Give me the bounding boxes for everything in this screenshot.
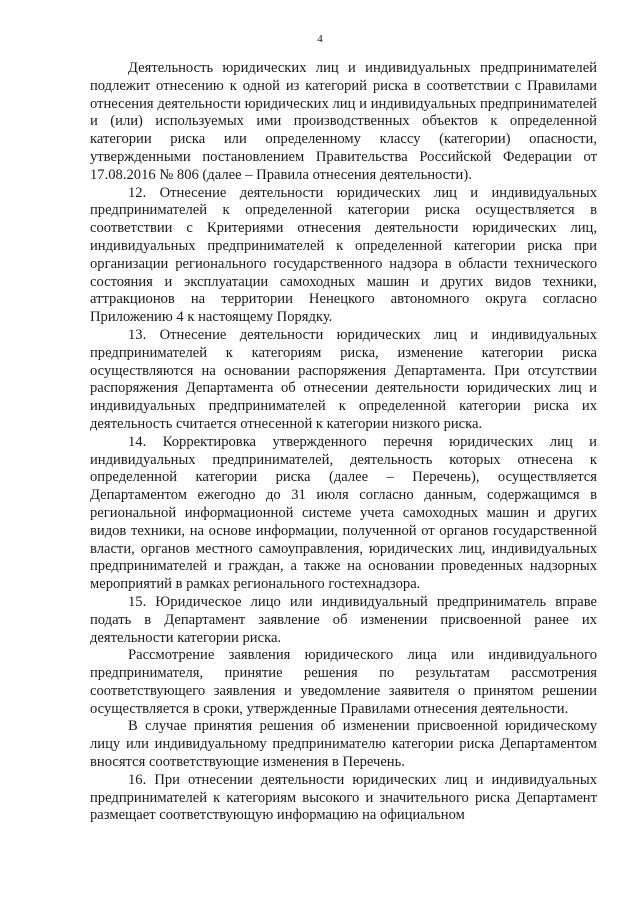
page-number: 4 — [317, 33, 323, 45]
paragraph-14: 14. Корректировка утвержденного перечня юридических лиц и индивидуальных предпринимателей, деятельность которых отнесена к определенной категории риска (далее – Перечень), осуществляется Департаментом ежегодно до 31 июля согласно данным, содержащимся в региональной информационной системе учета самоходных машин и других видов техники, на основе информации, полученной от органов государственной власти, органов местного самоуправления, юридических лиц, индивидуальных предпринимателей и граждан, а также на основании проведенных надзорных мероприятий в рамках регионального гостехнадзора. — [90, 433, 597, 593]
paragraph-15-change: В случае принятия решения об изменении присвоенной юридическому лицу или индивидуальному предпринимателю категории риска Департаментом вносятся соответствующие изменения в Перечень. — [90, 718, 597, 771]
paragraph-15-review: Рассмотрение заявления юридического лица или индивидуального предпринимателя, принятие решения по результатам рассмотрения соответствующего заявления и уведомление заявителя о принятом решении осуществляется в сроки, утвержденные Правилами отнесения деятельности. — [90, 647, 597, 717]
paragraph-intro: Деятельность юридических лиц и индивидуальных предпринимателей подлежит отнесению к одной из категорий риска в соответствии с Правилами отнесения деятельности юридических лиц и индивидуальных предпринимателей и (или) используемых ими производственных объектов к определенной категории риска или определенному классу (категории) опасности, утвержденными постановлением Правительства Российской Федерации от 17.08.2016 № 806 (далее – Правила отнесения деятельности). — [90, 60, 597, 183]
paragraph-12: 12. Отнесение деятельности юридических лиц и индивидуальных предпринимателей к определенной категории риска осуществляется в соответствии с Критериями отнесения деятельности юридических лиц, индивидуальных предпринимателей к определенной категории риска при организации регионального государственного надзора в области технического состояния и эксплуатации самоходных машин и других видов техники, аттракционов на территории Ненецкого автономного округа согласно Приложению 4 к настоящему Порядку. — [90, 184, 597, 326]
paragraph-16: 16. При отнесении деятельности юридических лиц и индивидуальных предпринимателей к категориям высокого и значительного риска Департамент размещает соответствующую информацию на официальном — [90, 771, 597, 824]
document-body — [90, 60, 597, 825]
paragraph-13: 13. Отнесение деятельности юридических лиц и индивидуальных предпринимателей к категориям риска, изменение категории риска осуществляются на основании распоряжения Департамента. При отсутствии распоряжения Департамента об отнесении деятельности юридических лиц и индивидуальных предпринимателей к определенной категории риска их деятельность считается отнесенной к категории низкого риска. — [90, 326, 597, 432]
paragraph-15: 15. Юридическое лицо или индивидуальный предприниматель вправе подать в Департамент заявление об изменении присвоенной ранее их деятельности категории риска. — [90, 593, 597, 646]
